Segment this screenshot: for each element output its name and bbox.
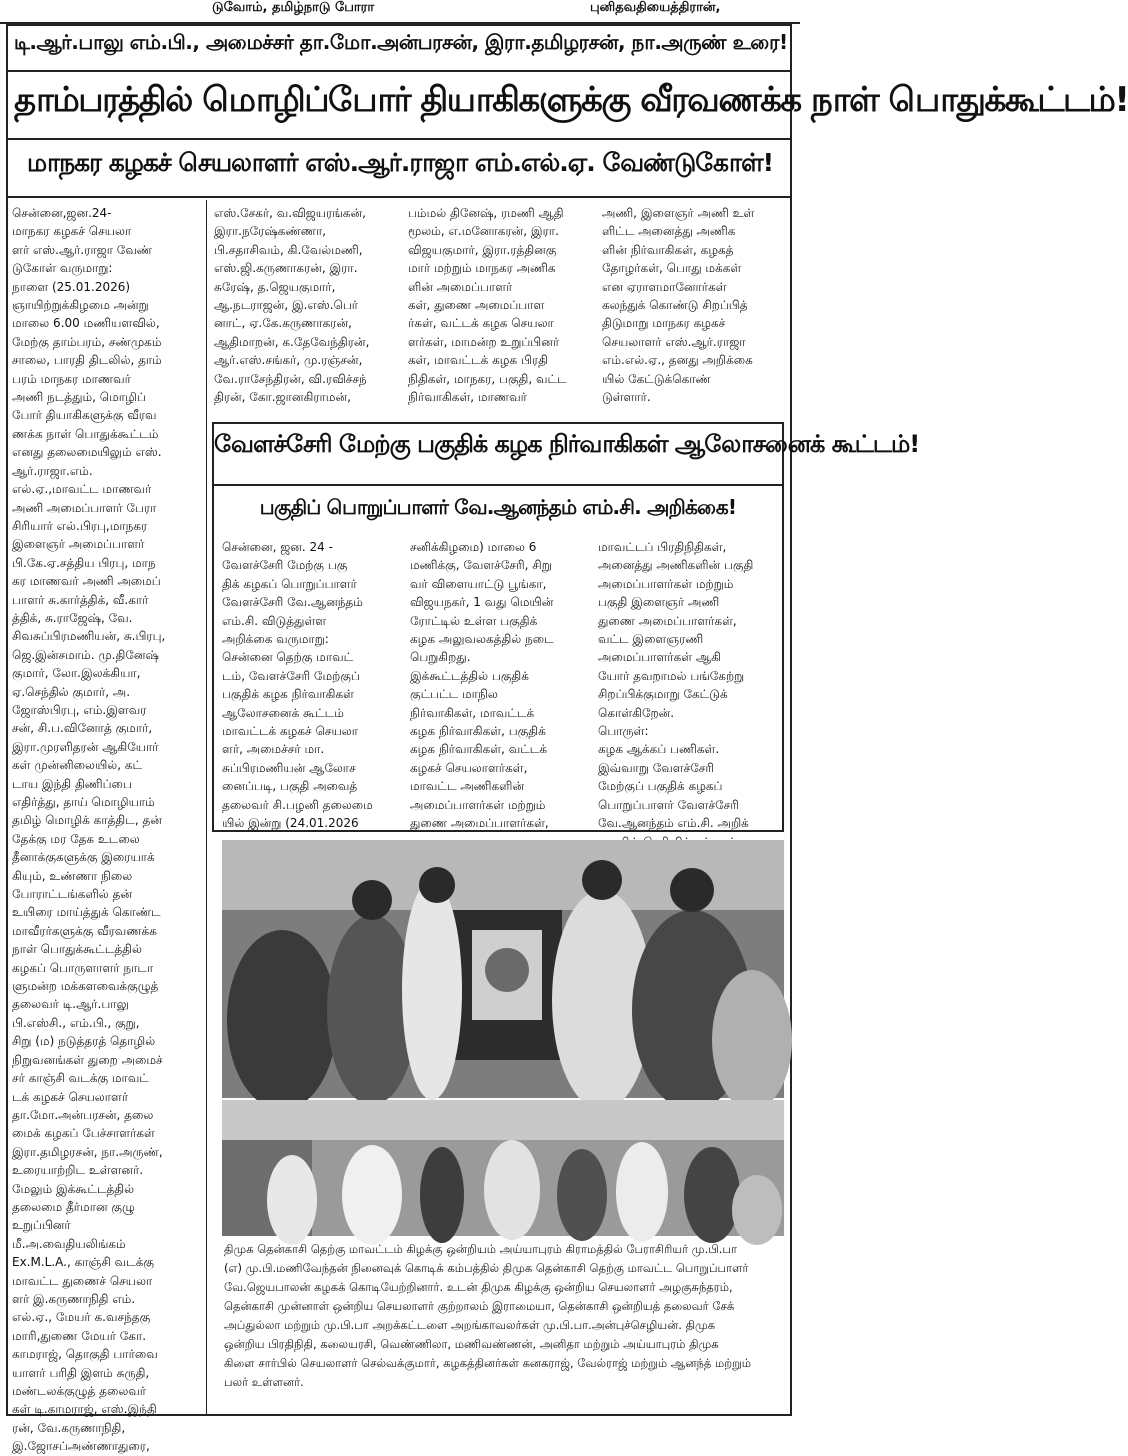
top-strip: [0, 0, 800, 24]
top-strip-left-text: டுவோம், தமிழ்நாடு போரா: [212, 0, 375, 15]
article2-column-3: மாவட்டப் பிரதிநிதிகள், அனைத்து அணிகளின் பகுதி அமைப்பாளர்கள் மற்றும் பகுதி இளைஞர் அணி துணை அமைப்பாளர்கள், வட்ட இளைஞரணி அமைப்பாளர்கள் ஆகி யோர் தவறாமல் பங்கேற்று சிறப்பிக்குமாறு கேட்டுக் கொள்கிறேன். பொருள்: கழக ஆக்கப் பணிகள். இவ்வாறு வேளச்சேரி மேற்குப் பகுதிக் கழகப் பொறுப்பாளர் வேளச்சேரி வே.ஆனந்தம் எம்.சி. அறிக்: [598, 540, 754, 831]
divider: [6, 70, 792, 72]
column-divider: [206, 200, 207, 1414]
article2-column-2: சனிக்கிழமை) மாலை 6 மணிக்கு, வேளச்சேரி, சிறு வர் விளையாட்டு பூங்கா, விஜயநகர், 1 வது மெயின் ரோட்டில் உள்ள பகுதிக் கழக அலுவலகத்தில் நடை பெறுகிறது. இக்கூட்டத்தில் பகுதிக் குட்பட்ட மாநில நிர்வாகிகள், மாவட்டக் கழக நிர்வாகிகள், பகுதிக் கழக நிர்வாகிகள், வட்டக் கழகச் செயலாளர்கள், மாவட்ட அணிகளின் அமைப்பாளர்கள் மற்றும் துணை அமைப்பாளர்கள்,: [410, 540, 554, 831]
headline-kicker: டி.ஆர்.பாலு எம்.பி., அமைச்சர் தா.மோ.அன்பரசன், இரா.தமிழரசன், நா.அருண் உரை!: [14, 30, 788, 54]
divider: [212, 484, 784, 486]
divider: [6, 138, 792, 140]
article1-column-4: அணி, இளைஞர் அணி உள் ளிட்ட அனைத்து அணிக ளின் நிர்வாகிகள், கழகத் தோழர்கள், பொது மக்கள் என ஏராளமானோர்கள் கலந்துக் கொண்டு சிறப்பித் திடுமாறு மாநகர கழகச் செயலாளர் எஸ்.ஆர்.ராஜா எம்.எல்.ஏ., தனது அறிக்கை யில் கேட்டுக்கொண் டுள்ளார்.: [602, 206, 755, 405]
divider: [6, 196, 792, 198]
headline-subtitle: மாநகர கழகச் செயலாளர் எஸ்.ஆர்.ராஜா எம்.எல்.ஏ. வேண்டுகோள்!: [26, 148, 774, 177]
photo-caption: திமுக தென்காசி தெற்கு மாவட்டம் கிழக்கு ஒன்றியம் அய்யாபுரம் கிராமத்தில் பேராசிரியர் மு.பி.பா (எ) மு.பி.மணிவேந்தன் நினைவுக் கொடிக் கம்பத்தில் திமுக தென்காசி தெற்கு மாவட்ட பொறுப்பாளர் வே.ஜெயபாலன் கழகக் கொடியேற்றினார். உடன் திமுக கிழக்கு ஒன்றிய செயலாளர் அழகுசுந்தரம், தென்காசி முன்னாள் ஒன்றிய செயலாளர் குற்றாலம் இராமையா, தென்காசி ஒன்றியத் தலைவர் சேக் அப்துல்லா மற்றும் மு.பி.பா அறக்கட்டளை அறங்காவலர்கள் மு.பி.பா.அன்புச்செழியன். திமுக ஒன்றிய பிரதிநிதி, கலையரசி, வெண்ணிலா, மணிவண்ணன், அனிதா மற்றும் அய்யாபுரம் திமுக கிளை சார்பில் செயலாளர் செல்வக்குமார், கழகத்தினர்கள் கனகராஜ், வேல்ராஜ் மற்றும் ஆனந்த் மற்றும் பலர் உள்ளனர்.: [224, 1242, 751, 1389]
article1-column-3: பம்மல் தினேஷ், ரமணி ஆதி மூலம், எ.மனோகரன், இரா. விஜயகுமார், இரா.ரத்தினகு மார் மற்றும் மாநகர அணிக ளின் அமைப்பாளர் கள், துணை அமைப்பாள ர்கள், வட்டக் கழக செயலா ளர்கள், மாமன்ற உறுப்பினர் கள், மாவட்டக் கழக பிரதி நிதிகள், மாநகர, பகுதி, வட்ட நிர்வாகிகள், மாணவர்: [408, 206, 567, 405]
article2-subtitle: பகுதிப் பொறுப்பாளர் வே.ஆனந்தம் எம்.சி. அறிக்கை!: [259, 495, 737, 519]
top-strip-right-text: புனிதவதியைத்திரான்,: [590, 0, 721, 15]
headline-title: தாம்பரத்தில் மொழிப்போர் தியாகிகளுக்கு வீரவணக்க நாள் பொதுக்கூட்டம்!: [14, 80, 1128, 120]
article2-title: வேளச்சேரி மேற்கு பகுதிக் கழக நிர்வாகிகள் ஆலோசனைக் கூட்டம்!: [214, 430, 920, 458]
article1-column-2: எஸ்.சேகர், வ.விஜயரங்கன், இரா.நரேஷ்கண்ணா, பி.சதாசிவம், கி.வேல்மணி, எஸ்.ஜி.கருணாகரன், இரா. சுரேஷ், த.ஜெயகுமார், ஆ.நடராஜன், இ.எஸ்.பெர் னாட், ஏ.கே.கருணாகரன், ஆதிமாறன், க.தேவேந்திரன், ஆர்.எஸ்.சங்கர், மு.ரஞ்சன், வே.ராசேந்திரன், வி.ரவிச்சந் திரன், கோ.ஜானகிராமன்,: [214, 206, 370, 405]
photo-ceremony: [222, 840, 784, 1098]
article2-column-1: சென்னை, ஜன. 24 - வேளச்சேரி மேற்கு பகு திக் கழகப் பொறுப்பாளர் வேளச்சேரி வே.ஆனந்தம் எம்.சி. விடுத்துள்ள அறிக்கை வருமாறு: சென்னை தெற்கு மாவட் டம், வேளச்சேரி மேற்குப் பகுதிக் கழக நிர்வாகிகள் ஆலோசனைக் கூட்டம் மாவட்டக் கழகச் செயலா ளர், அமைச்சர் மா. சுப்பிரமணியன் ஆலோச னைப்படி, பகுதி அவைத் தலைவர் சி.பழனி தலைமை யில் இன்று (24.01.2026: [222, 540, 373, 831]
photo-flag-hoisting: [222, 1100, 784, 1236]
article1-column-1: சென்னை,ஜன.24- மாநகர கழகச் செயலா ளர் எஸ்.ஆர்.ராஜா வேண் டுகோள் வருமாறு: நாளை (25.01.2026) ஞாயிற்றுக்கிழமை அன்று மாலை 6.00 மணியளவில், மேற்கு தாம்பரம், சண்முகம் சாலை, பாரதி திடலில், தாம் பரம் மாநகர மாணவர் அணி நடத்தும், மொழிப் போர் தியாகிகளுக்கு வீரவ ணக்க நாள் பொதுக்கூட்டம் எனது தலைமையிலும் எஸ். ஆர்.ராஜா.எம். எல்.ஏ.,மாவட்ட மாணவர் அணி அமைப்பாளர் பேரா சிரியார் எல்.பிரபு,மாநகர இளைஞர் அமைப்பாளர் பி.கே.ஏ.சத்திய பிரபு, மாந கர மாணவர் அணி அமைப் பாளர் சு.கார்த்திக், வீ.கார் த்திக், சு.ராஜேஷ், வே. சிவசுப்பிரமணியன், சு.பிரபு, ஜெ.இன்சமாம். மு.தினேஷ் குமார், லோ.இலக்கியா, ஏ.செந்தில் குமார், அ. ஜோஸ்பிரபு, எம்.இளவர சன், சி.ப.வினோத் குமார், இரா.முரளிதரன் ஆகியோர் கள் முன்னிலையில், கட் டாய இந்தி திணிப்பை எதிர்த்து, தாய் மொழியாம் தமிழ் மொழிக் காத்திட, தன் தேக்கு மர தேக உடலை தீனாக்குகளுக்கு இரையாக் கியும், உண்ணா நிலை போராட்டங்களில் தன் உயிரை மாய்த்துக் கொண்ட மாவீரர்களுக்கு வீரவணக்க நாள் பொதுக்கூட்டத்தில் கழகப் பொருளாளர் நாடா ளுமன்ற மக்களவைக்குழுத் தலைவர் டி.ஆர்.பாலு பி.எஸ்சி., எம்.பி., குறு, சிறு (ம) நடுத்தரத் தொழில் நிறுவனங்கள் துறை அமைச் சர் காஞ்சி வடக்கு மாவட் டக் கழகச் செயலாளர் தா.மோ.அன்பரசன், தலை மைக் கழகப் பேச்சாளர்கள் இரா.தமிழரசன், நா.அருண், உரையாற்றிட உள்ளனர். மேலும் இக்கூட்டத்தில் தலைமை தீர்மான குழு உறுப்பினர் மீ.அ.வைதியலிங்கம் Ex.M.L.A., காஞ்சி வடக்கு மாவட்ட துணைச் செயலா ளர் இ.கருணாநிதி எம். எல்.ஏ., மேயர் க.வசந்தகு மாரி,துணை மேயர் கோ. காமராஜ், தொகுதி பார்வை யாளர் பரிதி இளம் சுருதி, மண்டலக்குழுத் தலைவர் கள் டி.காமராஜ், எஸ்.இந்தி ரன், வே.கருணாநிதி, இ.ஜோசப்அண்ணாதுரை,: [12, 206, 166, 1454]
